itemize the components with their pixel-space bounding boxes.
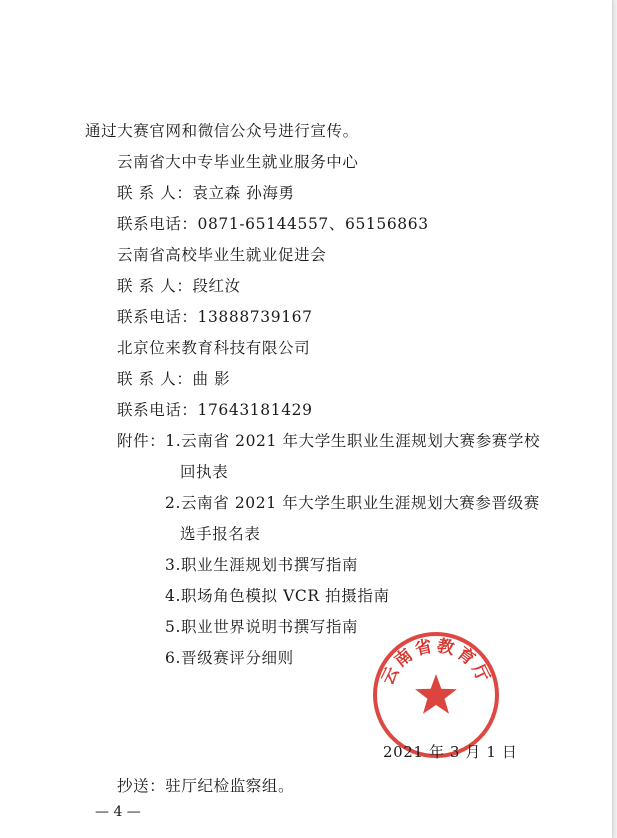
- attachment-item-continuation: 回执表: [180, 463, 229, 481]
- text-line: 通过大赛官网和微信公众号进行宣传。: [85, 122, 359, 140]
- cc-line: 抄送：驻厅纪检监察组。: [117, 777, 295, 795]
- contact-person: 联 系 人：段红汝: [117, 277, 241, 295]
- org-name: 云南省大中专毕业生就业服务中心: [117, 153, 359, 171]
- attachment-item: 6.晋级赛评分细则: [165, 649, 294, 667]
- contact-person: 联 系 人：曲 影: [117, 370, 231, 388]
- attachment-item: 附件：1.云南省 2021 年大学生职业生涯规划大赛参赛学校: [117, 432, 541, 450]
- contact-phone: 联系电话：13888739167: [117, 308, 313, 326]
- issue-date: 2021 年 3 月 1 日: [383, 743, 518, 761]
- attachment-item-continuation: 选手报名表: [180, 525, 261, 543]
- attachment-item: 3.职业生涯规划书撰写指南: [165, 556, 359, 574]
- org-name: 云南省高校毕业生就业促进会: [117, 246, 327, 264]
- contact-phone: 联系电话：0871-65144557、65156863: [117, 215, 429, 233]
- seal-text: 云南省教育厅: [377, 636, 495, 689]
- attachment-item: 5.职业世界说明书撰写指南: [165, 618, 359, 636]
- attachment-item: 4.职场角色模拟 VCR 拍摄指南: [165, 587, 390, 605]
- contact-phone: 联系电话：17643181429: [117, 401, 313, 419]
- attachment-item: 2.云南省 2021 年大学生职业生涯规划大赛参晋级赛: [165, 494, 540, 512]
- contact-person: 联 系 人：袁立森 孙海勇: [117, 184, 295, 202]
- org-name: 北京位来教育科技有限公司: [117, 339, 311, 357]
- seal-star-icon: [415, 674, 457, 714]
- page-number: — 4 —: [95, 804, 141, 820]
